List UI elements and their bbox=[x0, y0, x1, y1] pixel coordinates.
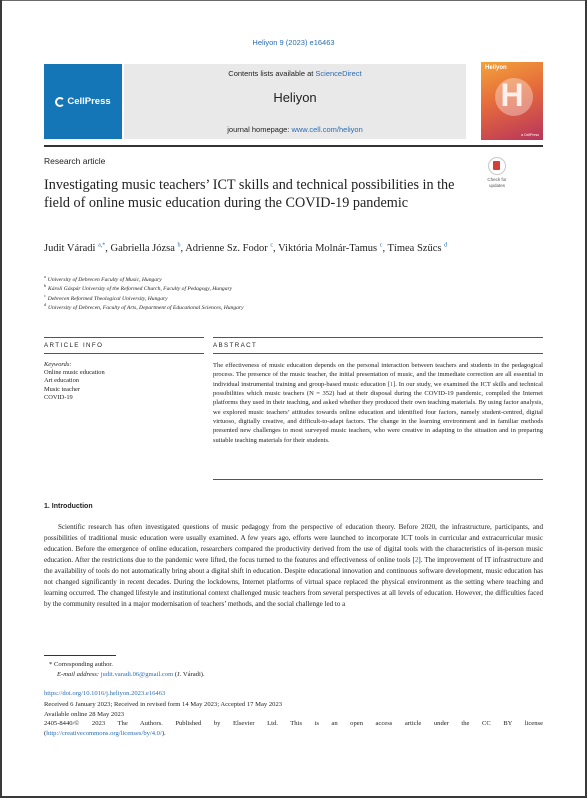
doi-link[interactable]: https://doi.org/10.1016/j.heliyon.2023.e16463 bbox=[44, 690, 166, 697]
keyword-list bbox=[44, 369, 105, 403]
author-affiliation-ref[interactable]: d bbox=[444, 242, 448, 249]
article-info-heading: ARTICLE INFO bbox=[44, 342, 104, 349]
affiliation-list bbox=[44, 276, 524, 313]
check-for-updates-button[interactable] bbox=[481, 157, 513, 191]
introduction-text: Scientific research has often investigated questions of music pedagogy from the perspective of education theory. Before 2020, the infrastructure, participants, and possibilities of traditional music education were usually examined. A few years ago, efforts were launched to incorporate ICT tools in curricular and extracurricular music education. Before the emergence of online education, researchers compared the productivity derived from the use of digital tools with the characteristics of in-person music education. After the restrictions due to the pandemic were lifted, the focus turned to the features and effectiveness of online tools [2]. The improvement of IT infrastructure and the availability of tools do not automatically bring about a digital shift in education. Despite educational innovation and continuous software development, music education has not changed significantly in recent decades. During the lockdowns, Internet platforms of virtual space replaced the physical environment as the setting where teaching and learning occurred. The changed lifestyle and institutional context challenged music teachers from several perspectives at all levels of education. However, the difficulties faced by the community resulted in a major modernisation of teachers’ methods, and the social challenge led to a bbox=[44, 523, 543, 609]
affiliation-item: $^a$University of Debrecen Faculty of Music, Hungary bbox=[44, 274, 162, 283]
license-statement: 2405-8440/© 2023 The Authors. Published by Elsevier Ltd. This is an open access article under the CC BY license bbox=[44, 720, 543, 728]
citation-link[interactable]: 1 bbox=[389, 380, 394, 388]
author-affiliation-ref[interactable]: b bbox=[177, 242, 181, 249]
received-dates: Received 6 January 2023; Received in revised form 14 May 2023; Accepted 17 May 2023 bbox=[44, 701, 283, 708]
citation-link[interactable]: 2 bbox=[414, 556, 419, 565]
license-link[interactable]: http://creativecommons.org/licenses/by/4.0/ bbox=[46, 729, 162, 737]
sciencedirect-link[interactable]: ScienceDirect bbox=[315, 69, 362, 78]
author-name[interactable]: Adrienne Sz. Fodor bbox=[185, 243, 268, 254]
cover-title: Heliyon bbox=[485, 65, 507, 71]
cellpress-logo-icon bbox=[55, 97, 65, 107]
affiliation-item: $^b$Károli Gáspár University of the Reformed Church, Faculty of Pedagogy, Hungary bbox=[44, 283, 233, 293]
abstract-rule-end bbox=[213, 479, 543, 480]
article-history bbox=[44, 700, 543, 738]
author-affiliation-ref[interactable]: c bbox=[270, 242, 274, 249]
author-affiliation-ref[interactable]: a,* bbox=[98, 242, 106, 249]
cellpress-logo-text: CellPress bbox=[67, 96, 111, 107]
header-divider bbox=[44, 145, 543, 147]
cellpress-logo[interactable] bbox=[44, 64, 122, 139]
journal-homepage-link[interactable]: www.cell.com/heliyon bbox=[291, 125, 363, 134]
author-affiliation-ref[interactable]: c bbox=[379, 242, 383, 249]
corresponding-author-note: * Corresponding author. bbox=[49, 661, 113, 668]
contents-line: Contents lists available at ScienceDirect bbox=[228, 69, 362, 78]
email-note: E-mail address: judit.varadi.06@gmail.com (J. Váradi). bbox=[57, 671, 205, 678]
check-for-updates-label: Check for updates bbox=[487, 177, 507, 188]
online-date: Available online 28 May 2023 bbox=[44, 710, 125, 718]
cover-footer: a CellPress bbox=[521, 133, 539, 137]
email-link[interactable]: judit.varadi.06@gmail.com bbox=[100, 671, 174, 678]
journal-name: Heliyon bbox=[273, 90, 317, 105]
author-name[interactable]: Judit Váradi bbox=[44, 243, 96, 254]
bookmark-icon bbox=[488, 157, 506, 175]
journal-cover-image[interactable] bbox=[481, 62, 543, 140]
footnote-divider bbox=[44, 655, 116, 656]
abstract-rule-top bbox=[213, 337, 543, 338]
author-name[interactable]: Viktória Molnár-Tamus bbox=[278, 243, 378, 254]
keywords-label: Keywords: bbox=[44, 361, 72, 368]
abstract-rule-bottom bbox=[213, 353, 543, 354]
journal-header bbox=[44, 64, 471, 139]
cover-letter: H bbox=[500, 77, 524, 113]
journal-banner bbox=[124, 64, 466, 139]
keyword-item[interactable]: Art education bbox=[44, 377, 79, 385]
page-border-left bbox=[0, 0, 2, 798]
affiliation-item: $^d$University of Debrecen, Faculty of Arts, Department of Educational Sciences, Hungary bbox=[44, 302, 244, 311]
page-border-top bbox=[0, 0, 587, 1]
article-info-rule-bottom bbox=[44, 353, 204, 354]
keyword-item[interactable]: COVID-19 bbox=[44, 394, 73, 402]
keyword-item[interactable]: Online music education bbox=[44, 369, 105, 376]
article-title: Investigating music teachers’ ICT skills and technical possibilities in the field of online music education during the COVID-19 pandemic bbox=[44, 177, 455, 211]
author-name[interactable]: Gabriella Józsa bbox=[110, 243, 175, 254]
running-head[interactable]: Heliyon 9 (2023) e16463 bbox=[252, 38, 335, 47]
article-type: Research article bbox=[44, 156, 106, 166]
article-info-rule-top bbox=[44, 337, 204, 338]
keyword-item[interactable]: Music teacher bbox=[44, 385, 81, 393]
journal-homepage: journal homepage: www.cell.com/heliyon bbox=[227, 125, 363, 134]
abstract-heading: ABSTRACT bbox=[213, 342, 258, 349]
affiliation-item: $^c$Debrecen Reformed Theological University, Hungary bbox=[44, 292, 168, 302]
author-list: Judit Váradi $^{a,*}$, Gabriella Józsa $^b$, Adrienne Sz. Fodor $^c$, Viktória Molnár-Tamus $^c$, Tímea Szűcs $^d$ bbox=[44, 242, 448, 254]
abstract-text: The effectiveness of music education depends on the personal interaction between teachers and students in the pedagogical process. The presence of the music teacher, the initial presentation of music, and the immediate correction are all essential in individual instrumental training and group-based music education [1]. In our study, we examined the ICT skills and technical possibilities which music teachers (N = 352) had at their disposal during the COVID-19 pandemic, compiled the Internet platforms they used in their teaching, and asked whether they produced their own teaching materials. By using factor analysis, we explored music teachers’ attitudes towards online education and identified four factors, namely student-centred, digital virtuoso, digitally creative, and difficult-to-adapt factors. The change in the learning environment and in familiar methods presented new challenges to most surveyed music teachers, who were creative in adapting to the situation and in preparing suitable teaching materials for their students. bbox=[213, 362, 543, 444]
author-name[interactable]: Tímea Szűcs bbox=[387, 243, 442, 254]
section-heading-introduction: 1. Introduction bbox=[44, 503, 93, 510]
license-link-line: (http://creativecommons.org/licenses/by/4.0/). bbox=[44, 729, 166, 737]
